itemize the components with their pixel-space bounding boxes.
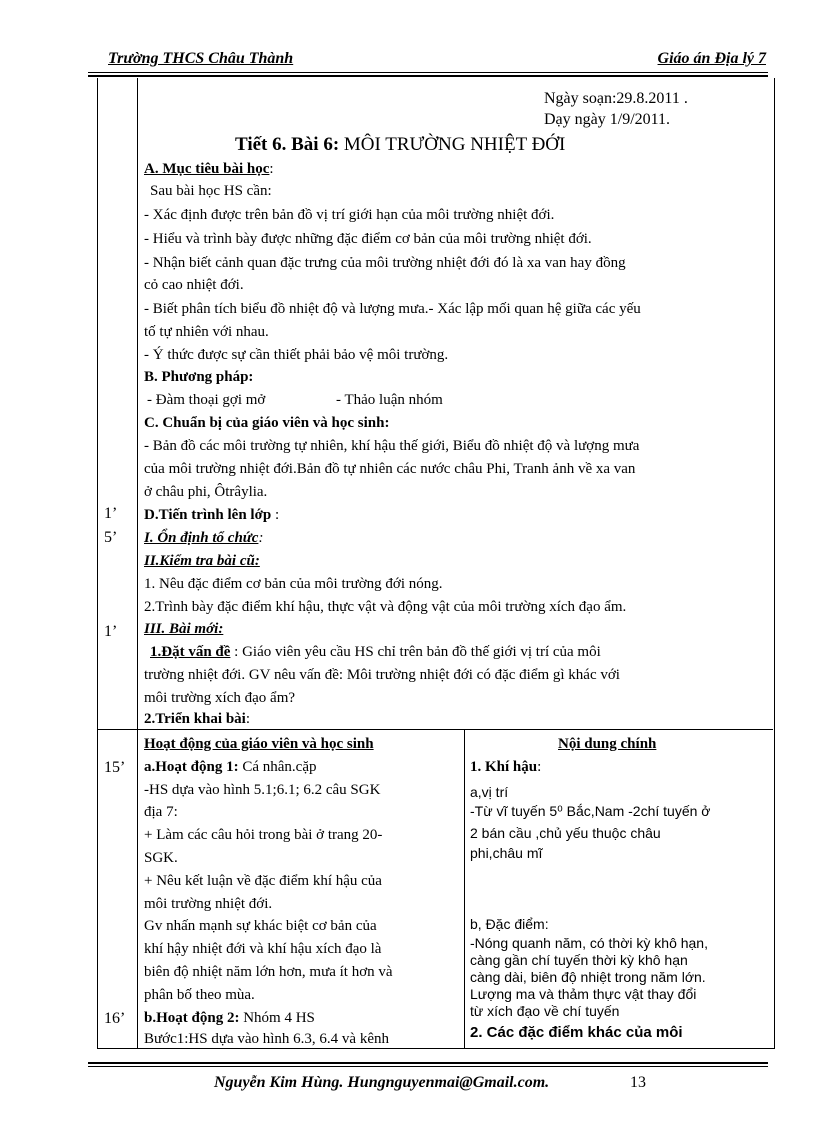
- activity-line: biên độ nhiệt năm lớn hơn, mưa ít hơn và: [144, 964, 393, 980]
- table-right-header: Nội dung chính: [558, 736, 657, 752]
- activity-line: + Nêu kết luận về đặc điểm khí hậu của: [144, 873, 382, 889]
- section-new-lesson: III. Bài mới:: [144, 621, 224, 637]
- footer-rule-thick: [88, 1062, 768, 1064]
- climate-heading: 1. Khí hậu:: [470, 759, 542, 775]
- position-line: phi,châu mĩ: [470, 845, 543, 861]
- position-label: a,vị trí: [470, 784, 509, 800]
- features-line: từ xích đạo về chí tuyến: [470, 1003, 620, 1019]
- objective-line: cỏ cao nhiệt đới.: [144, 277, 244, 293]
- activity-line: + Làm các câu hỏi trong bài ở trang 20-: [144, 827, 383, 843]
- method-item: - Đàm thoại gợi mở: [147, 392, 266, 408]
- methods-heading: B. Phương pháp:: [144, 369, 254, 385]
- method-item: - Thảo luận nhóm: [336, 392, 443, 408]
- section-review: II.Kiểm tra bài cũ:: [144, 553, 260, 569]
- features-line: càng gần chí tuyến thời kỳ khô hạn: [470, 952, 688, 968]
- review-question: 2.Trình bày đặc điểm khí hậu, thực vật và động vật của môi trường xích đạo ẩm.: [144, 599, 627, 615]
- features-line: càng dài, biên độ nhiệt trong năm lớn.: [470, 969, 706, 985]
- time-mark: 1’: [104, 623, 118, 640]
- date-prepared: Ngày soạn:29.8.2011 .: [544, 90, 688, 107]
- activity-line: Bước1:HS dựa vào hình 6.3, 6.4 và kênh: [144, 1031, 389, 1047]
- time-mark: 1’: [104, 505, 118, 522]
- process-heading: D.Tiến trình lên lớp :: [144, 507, 280, 523]
- intro-line: 1.Đặt vấn đề : Giáo viên yêu cầu HS chỉ trên bản đồ thế giới vị trí của môi: [150, 644, 601, 660]
- table-left-header: Hoạt động của giáo viên và học sinh: [144, 736, 374, 752]
- review-question: 1. Nêu đặc điểm cơ bản của môi trường đới nóng.: [144, 576, 443, 592]
- activity-line: SGK.: [144, 850, 178, 866]
- position-line: -Từ vĩ tuyến 5⁰ Bắc,Nam -2chí tuyến ở: [470, 803, 711, 819]
- objective-line: - Xác định được trên bản đồ vị trí giới hạn của môi trường nhiệt đới.: [144, 207, 555, 223]
- objective-line: tố tự nhiên với nhau.: [144, 324, 269, 340]
- activity1-heading: a.Hoạt động 1: Cá nhân.cặp: [144, 759, 317, 775]
- objective-line: - Nhận biết cảnh quan đặc trưng của môi trường nhiệt đới đó là xa van hay đồng: [144, 255, 626, 271]
- objective-line: - Hiểu và trình bày được những đặc điểm cơ bản của môi trường nhiệt đới.: [144, 231, 592, 247]
- activity-line: môi trường nhiệt đới.: [144, 896, 273, 912]
- deploy-heading: 2.Triển khai bài:: [144, 711, 251, 727]
- objectives-heading: A. Mục tiêu bài học:: [144, 161, 274, 177]
- activity2-heading: b.Hoạt động 2: Nhóm 4 HS: [144, 1010, 315, 1026]
- intro-line: môi trường xích đạo ẩm?: [144, 690, 296, 706]
- features-line: Lượng ma và thảm thực vật thay đổi: [470, 986, 697, 1002]
- objective-line: - Ý thức được sự cần thiết phải bảo vệ môi trường.: [144, 347, 449, 363]
- activity-line: địa 7:: [144, 804, 178, 820]
- activity-line: phân bố theo mùa.: [144, 987, 255, 1003]
- lesson-title: Tiết 6. Bài 6: MÔI TRƯỜNG NHIỆT ĐỚI: [235, 134, 566, 155]
- date-taught: Dạy ngày 1/9/2011.: [544, 111, 671, 128]
- page-number: 13: [630, 1074, 646, 1091]
- position-line: 2 bán cầu ,chủ yếu thuộc châu: [470, 825, 661, 841]
- time-mark: 16’: [104, 1010, 126, 1027]
- prep-line: của môi trường nhiệt đới.Bản đồ tự nhiên các nước châu Phi, Tranh ảnh về xa van: [144, 461, 636, 477]
- prep-heading: C. Chuẩn bị của giáo viên và học sinh:: [144, 415, 390, 431]
- prep-line: - Bản đồ các môi trường tự nhiên, khí hậu thế giới, Biểu đồ nhiệt độ và lượng mưa: [144, 438, 640, 454]
- footer-author: Nguyễn Kim Hùng. Hungnguyenmai@Gmail.com.: [214, 1074, 550, 1091]
- objective-line: - Biết phân tích biểu đồ nhiệt độ và lượng mưa.- Xác lập mối quan hệ giữa các yếu: [144, 301, 641, 317]
- table-column-divider: [464, 729, 465, 1048]
- activity-line: khí hậy nhiệt đới và khí hậu xích đạo là: [144, 941, 382, 957]
- objectives-intro: Sau bài học HS cần:: [150, 183, 272, 199]
- header-subject: Giáo án Địa lý 7: [657, 50, 766, 67]
- time-mark: 5’: [104, 529, 118, 546]
- section2-heading: 2. Các đặc điểm khác của môi: [470, 1024, 683, 1041]
- features-line: -Nóng quanh năm, có thời kỳ khô hạn,: [470, 935, 708, 951]
- activity-line: Gv nhấn mạnh sự khác biệt cơ bản của: [144, 918, 377, 934]
- features-label: b, Đặc điểm:: [470, 916, 549, 932]
- time-column-divider: [137, 78, 138, 1048]
- header-school: Trường THCS Châu Thành: [108, 50, 294, 67]
- prep-line: ở châu phi, Ôtrâylia.: [144, 484, 268, 500]
- section-stabilize: I. Ổn định tổ chức:: [144, 530, 264, 546]
- header-rule: [88, 72, 768, 73]
- header-rule-thick: [88, 75, 768, 77]
- activity-line: -HS dựa vào hình 5.1;6.1; 6.2 câu SGK: [144, 782, 381, 798]
- footer-rule: [88, 1066, 768, 1067]
- intro-line: trường nhiệt đới. GV nêu vấn đề: Môi trường nhiệt đới có đặc điểm gì khác với: [144, 667, 620, 683]
- time-mark: 15’: [104, 759, 126, 776]
